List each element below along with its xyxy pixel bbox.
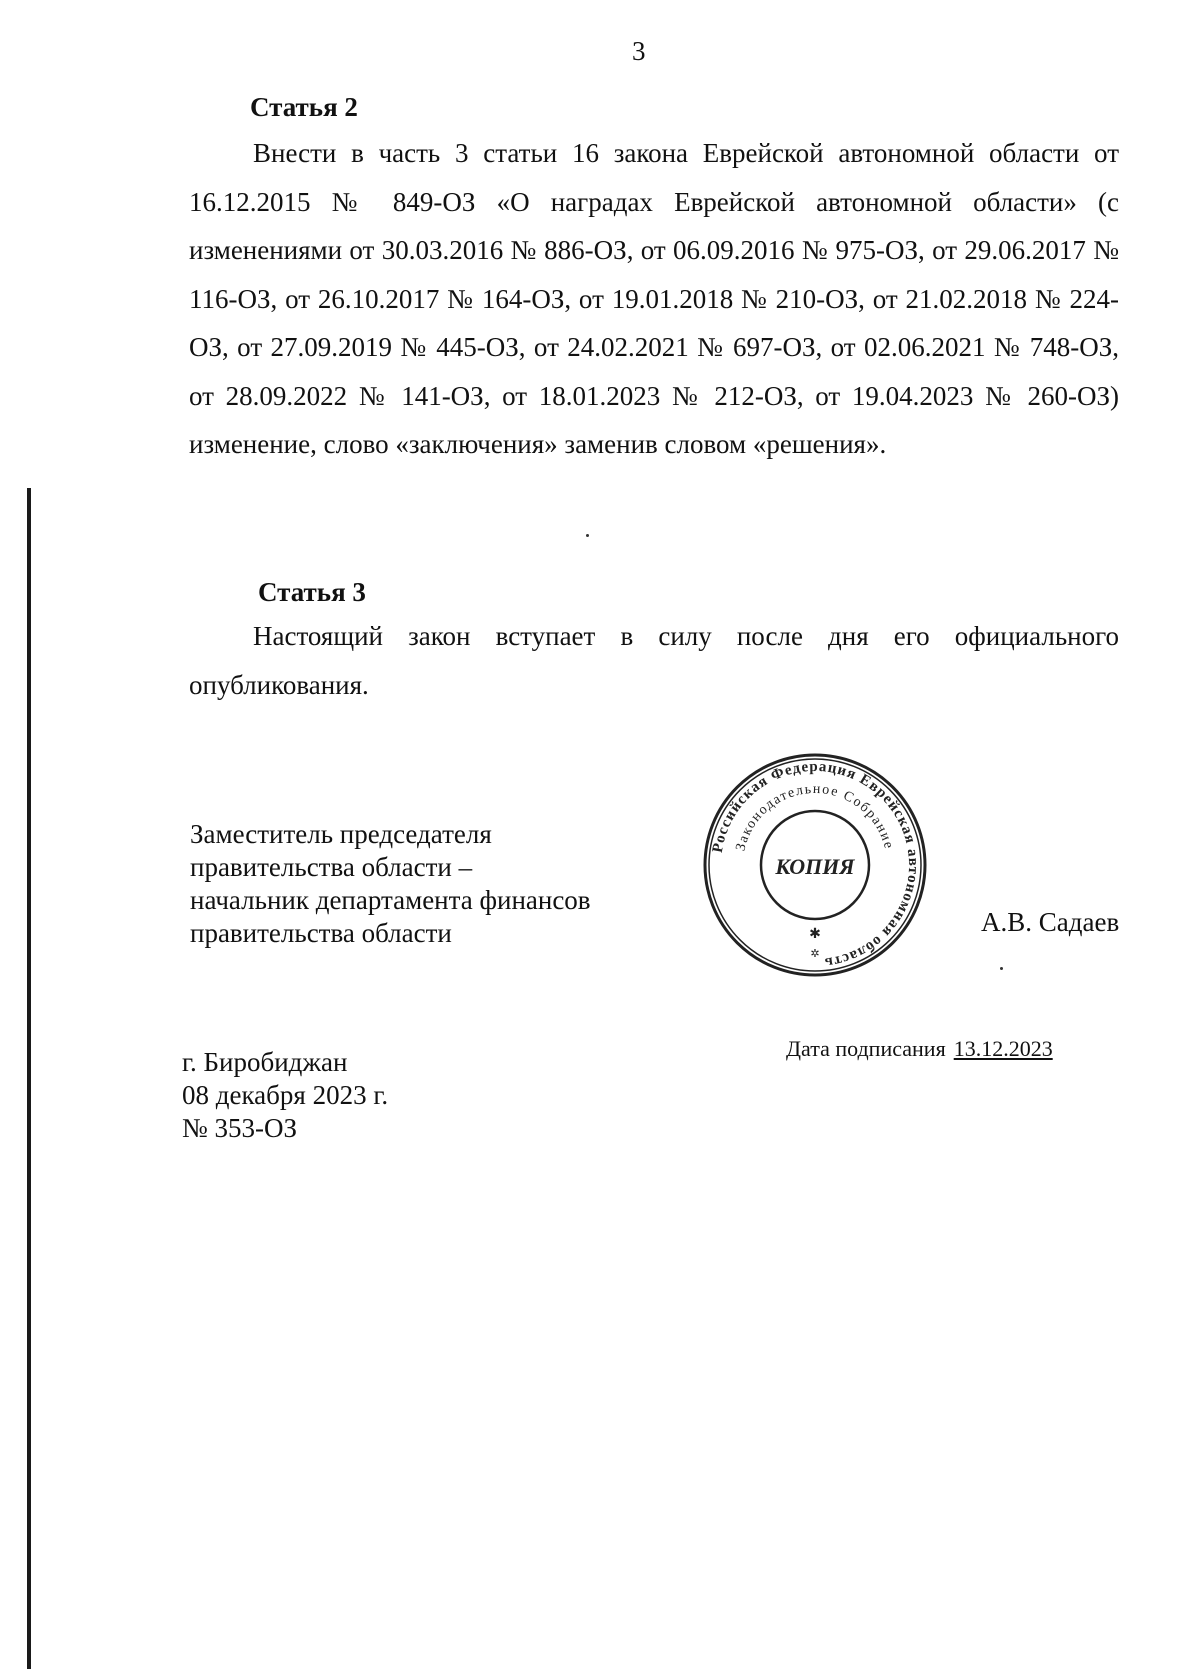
- signing-date-value: 13.12.2023: [953, 1036, 1053, 1061]
- scan-edge-line: [27, 488, 31, 1669]
- signing-date: [786, 1036, 1053, 1062]
- signing-date-label: Дата подписания: [786, 1036, 946, 1061]
- seal-outer-text: Российская Федерация Еврейская автономная область: [709, 758, 922, 971]
- article-2-title: Статья 2: [250, 92, 358, 122]
- signer-position: Заместитель председателя правительства области – начальник департамента финансов правительства области: [190, 819, 591, 948]
- article-3-body: Настоящий закон вступает в силу после дня его официального опубликования.: [189, 621, 1119, 700]
- official-seal: [700, 750, 930, 980]
- article-3-text: [189, 612, 1119, 709]
- article-2-text: [189, 129, 1119, 469]
- seal-star-icon: ✱: [809, 926, 821, 942]
- scan-speck: [1000, 967, 1003, 970]
- seal-inner-text: Законодательное Собрание: [733, 781, 897, 853]
- seal-center-text: КОПИЯ: [775, 854, 855, 879]
- article-2-body: Внести в часть 3 статьи 16 закона Еврейской автономной области от 16.12.2015 № 849-ОЗ «О наградах Еврейской автономной области» (с изменениями от 30.03.2016 № 886-ОЗ, от 06.09.2016 № 975-ОЗ, от 29.06.2017 № 116-ОЗ, от 26.10.2017 № 164-ОЗ, от 19.01.2018 № 210-ОЗ, от 21.02.2018 № 224-ОЗ, от 27.09.2019 № 445-ОЗ, от 24.02.2021 № 697-ОЗ, от 02.06.2021 № 748-ОЗ, от 28.09.2022 № 141-ОЗ, от 18.01.2023 № 212-ОЗ, от 19.04.2023 № 260-ОЗ) изменение, слово «заключения» заменив словом «решения».: [189, 138, 1119, 459]
- page-number: 3: [632, 36, 646, 66]
- article-3-title: Статья 3: [258, 577, 366, 607]
- place-date-number: г. Биробиджан 08 декабря 2023 г. № 353-ОЗ: [182, 1047, 389, 1143]
- seal-small-star-icon: ✲: [810, 947, 820, 960]
- signer-name: А.В. Садаев: [981, 907, 1120, 937]
- scan-speck: [586, 534, 589, 537]
